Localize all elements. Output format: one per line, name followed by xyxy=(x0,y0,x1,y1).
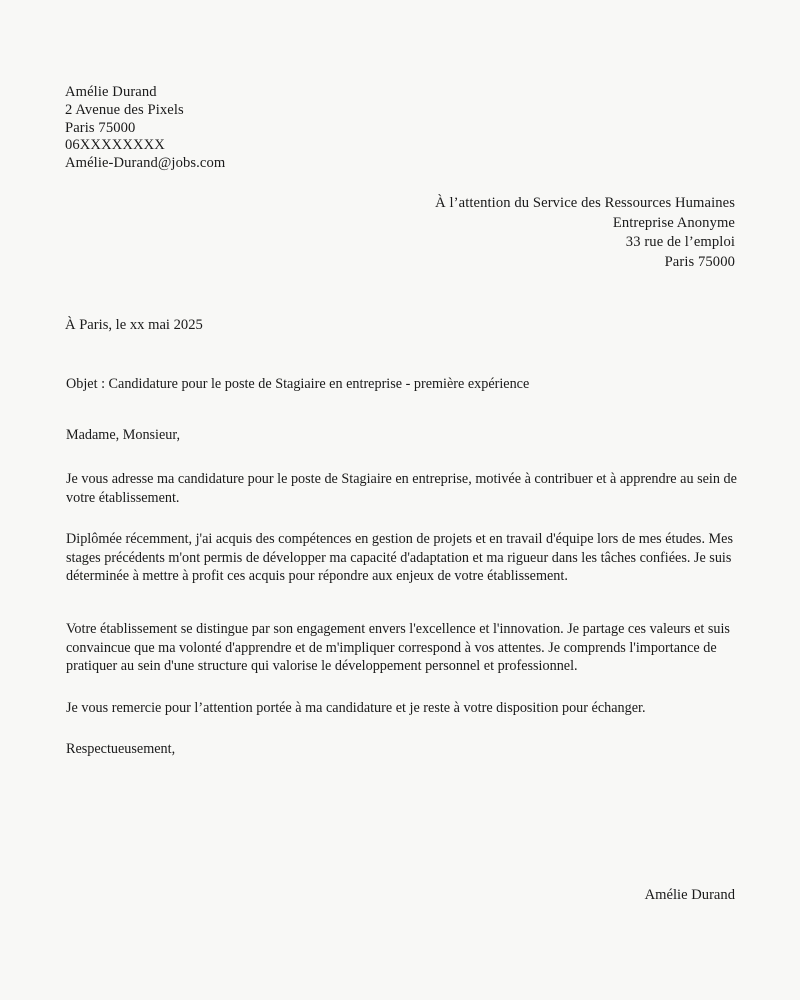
letter-body xyxy=(66,426,740,759)
salutation: Madame, Monsieur, xyxy=(66,427,181,443)
sender-street: 2 Avenue des Pixels xyxy=(65,101,184,118)
body-paragraph-1: Je vous adresse ma candidature pour le poste de Stagiaire en entreprise, motivée à contribuer et à apprendre au sein de votre établissement. xyxy=(66,471,737,506)
recipient-street: 33 rue de l’emploi xyxy=(625,234,735,251)
recipient-address-block xyxy=(435,194,735,272)
body-paragraph-4: Je vous remercie pour l’attention portée à ma candidature et je reste à votre disposition pour échanger. xyxy=(66,699,646,716)
sender-address-block xyxy=(65,84,225,173)
recipient-company: Entreprise Anonyme xyxy=(612,214,735,231)
closing-salutation: Respectueusement, xyxy=(66,741,176,758)
sender-name: Amélie Durand xyxy=(65,84,157,100)
body-paragraph-2: Diplômée récemment, j'ai acquis des compétences en gestion de projets et en travail d'équipe lors de mes études. Mes stages précédents m'ont permis de développer ma capacité d'adaptation et ma rigueur dans les tâches confiées. Je suis déterminée à mettre à profit ces acquis pour répondre aux enjeux de votre établissement. xyxy=(66,531,733,585)
body-paragraph-3: Votre établissement se distingue par son engagement envers l'excellence et l'innovation. Je partage ces valeurs et suis convaincue que ma volonté d'apprendre et de m'impliquer correspond à vos attentes. Je comprends l'importance de pratiquer au sein d'une structure qui valorise le développement personnel et professionnel. xyxy=(66,620,730,675)
signature-name: Amélie Durand xyxy=(644,887,735,903)
sender-city: Paris 75000 xyxy=(65,119,136,136)
subject-line: Objet : Candidature pour le poste de Stagiaire en entreprise - première expérience xyxy=(66,376,530,392)
recipient-city: Paris 75000 xyxy=(664,253,735,270)
sender-phone: 06XXXXXXXX xyxy=(65,137,165,154)
recipient-attention: À l’attention du Service des Ressources Humaines xyxy=(435,195,735,211)
signature-block xyxy=(645,886,735,904)
sender-email: Amélie-Durand@jobs.com xyxy=(65,155,226,172)
place-and-date: À Paris, le xx mai 2025 xyxy=(65,317,203,333)
